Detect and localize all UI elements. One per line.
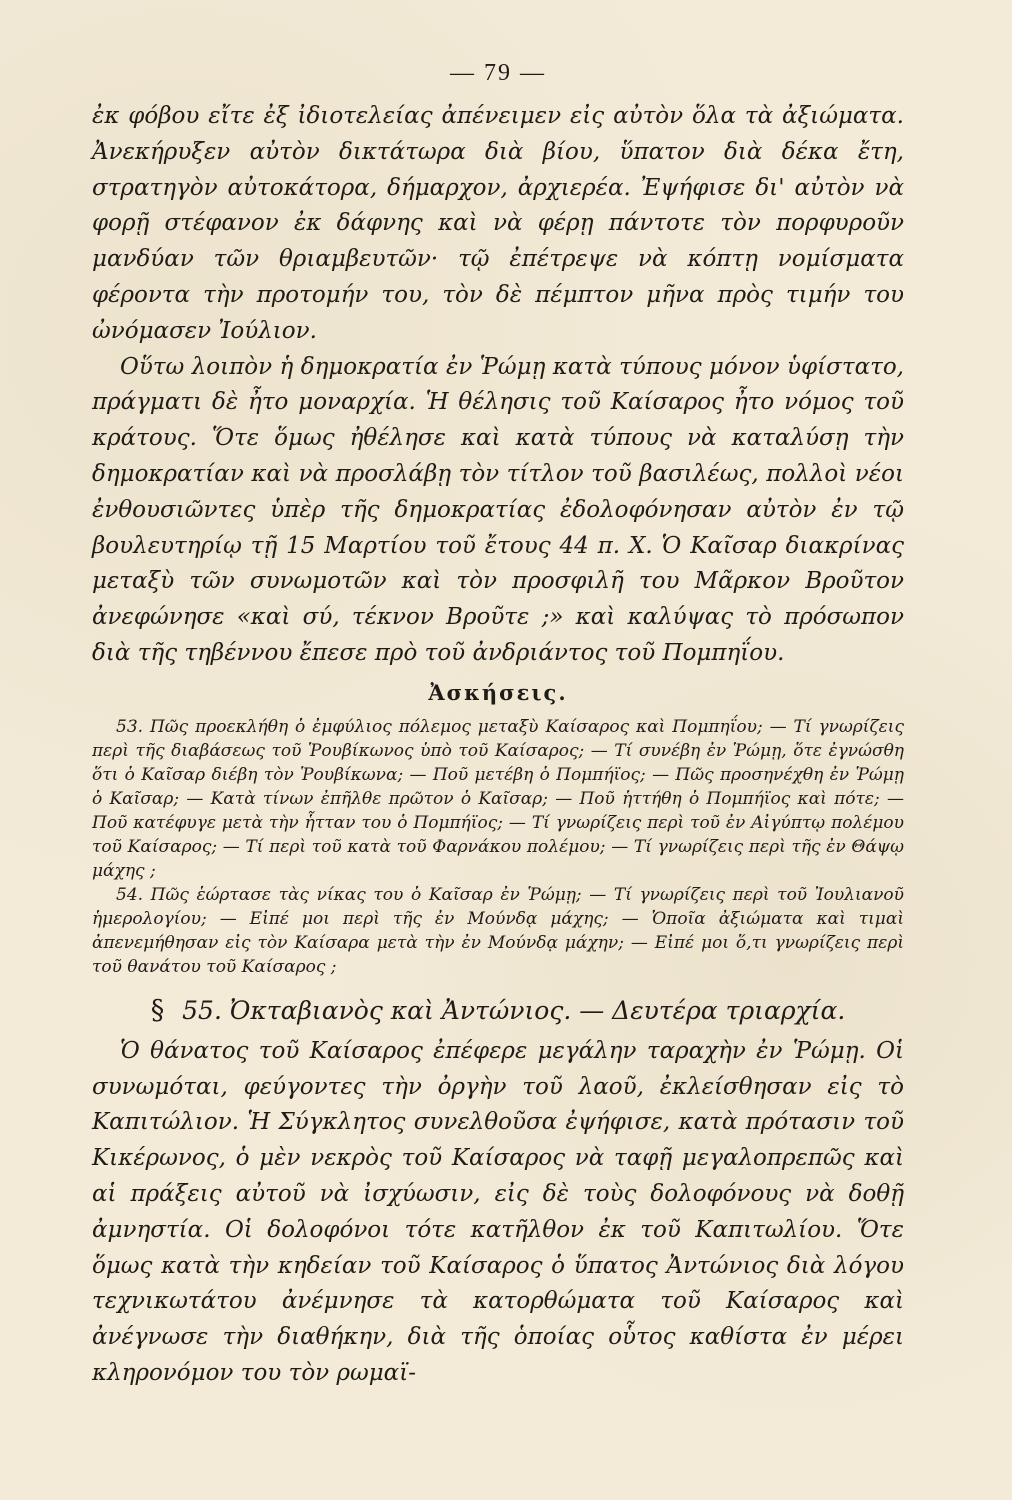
section-mark: § <box>150 994 165 1026</box>
section-title-line <box>92 995 904 1026</box>
page-number: — 79 — <box>450 60 546 86</box>
paragraph-2: Οὕτω λοιπὸν ἡ δημοκρατία ἐν Ῥώμῃ κατὰ τύπους μόνον ὑφίστατο, πράγματι δὲ ἦτο μοναρχία. Ἡ θέλησις τοῦ Καίσαρος ἦτο νόμος τοῦ κράτους. Ὅτε ὅμως ἠθέλησε καὶ κατὰ τύπους νὰ καταλύσῃ τὴν δημοκρατίαν καὶ νὰ προσλάβῃ τὸν τίτλον τοῦ βασιλέως, πολλοὶ νέοι ἐνθουσιῶντες ὑπὲρ τῆς δημοκρατίας ἐδολοφόνησαν αὐτὸν ἐν τῷ βουλευτηρίῳ τῇ 15 Μαρτίου τοῦ ἔτους 44 π. Χ. Ὁ Καῖσαρ διακρίνας μεταξὺ τῶν συνωμοτῶν καὶ τὸν προσφιλῆ του Μᾶρκον Βροῦτον ἀνεφώνησε «καὶ σύ, τέκνον Βροῦτε ;» καὶ καλύψας τὸ πρόσωπον διὰ τῆς τηβέννου ἔπεσε πρὸ τοῦ ἀνδριάντος τοῦ Πομπηΐου. <box>92 353 904 666</box>
section-title: 55. Ὀκταβιανὸς καὶ Ἀντώνιος. — Δευτέρα τριαρχία. <box>182 995 846 1025</box>
exercise-53: 53. Πῶς προεκλήθη ὁ ἐμφύλιος πόλεμος μεταξὺ Καίσαρος καὶ Πομπηΐου; — Τί γνωρίζεις περὶ τῆς διαβάσεως τοῦ Ῥουβίκωνος ὑπὸ τοῦ Καίσαρος; — Τί συνέβη ἐν Ῥώμῃ, ὅτε ἐγνώσθη ὅτι ὁ Καῖσαρ διέβη τὸν Ῥουβίκωνα; — Ποῦ μετέβη ὁ Πομπήϊος; — Πῶς προσηνέχθη ἐν Ῥώμῃ ὁ Καῖσαρ; — Κατὰ τίνων ἐπῆλθε πρῶτον ὁ Καῖσαρ; — Ποῦ ἡττήθη ὁ Πομπήϊος καὶ πότε; — Ποῦ κατέφυγε μετὰ τὴν ἧτταν του ὁ Πομπήϊος; — Τί γνωρίζεις περὶ τοῦ ἐν Αἰγύπτῳ πολέμου τοῦ Καίσαρος; — Τί περὶ τοῦ κατὰ τοῦ Φαρνάκου πολέμου; — Τί γνωρίζεις περὶ τῆς ἐν Θάψῳ μάχης ; <box>92 716 904 881</box>
top-text-block <box>92 99 904 672</box>
paragraph-3: Ὁ θάνατος τοῦ Καίσαρος ἐπέφερε μεγάλην ταραχὴν ἐν Ῥώμῃ. Οἱ συνωμόται, φεύγοντες τὴν ὀργὴν τοῦ λαοῦ, ἐκλείσθησαν εἰς τὸ Καπιτώλιον. Ἡ Σύγκλητος συνελθοῦσα ἐψήφισε, κατὰ πρότασιν τοῦ Κικέρωνος, ὁ μὲν νεκρὸς τοῦ Καίσαρος νὰ ταφῇ μεγαλοπρεπῶς καὶ αἱ πράξεις αὐτοῦ νὰ ἰσχύωσιν, εἰς δὲ τοὺς δολοφόνους νὰ δοθῇ ἀμνηστία. Οἱ δολοφόνοι τότε κατῆλθον ἐκ τοῦ Καπιτωλίου. Ὅτε ὅμως κατὰ τὴν κηδείαν τοῦ Καίσαρος ὁ ὕπατος Ἀντώνιος διὰ λόγου τεχνικωτάτου ἀνέμνησε τὰ κατορθώματα τοῦ Καίσαρος καὶ ἀνέγνωσε τὴν διαθήκην, διὰ τῆς ὁποίας οὗτος καθίστα ἐν μέρει κληρονόμον του τὸν ρωμαϊ- <box>92 1037 904 1386</box>
exercise-54: 54. Πῶς ἑώρτασε τὰς νίκας του ὁ Καῖσαρ ἐν Ῥώμῃ; — Τί γνωρίζεις περὶ τοῦ Ἰουλιανοῦ ἡμερολογίου; — Εἰπέ μοι περὶ τῆς ἐν Μούνδᾳ μάχης; — Ὁποῖα ἀξιώματα καὶ τιμαὶ ἀπενεμήθησαν εἰς τὸν Καίσαρα μετὰ τὴν ἐν Μούνδᾳ μάχην; — Εἰπέ μοι ὅ,τι γνωρίζεις περὶ τοῦ θανάτου τοῦ Καίσαρος ; <box>92 884 904 977</box>
bottom-text-block <box>92 1034 904 1392</box>
paragraph-1: ἐκ φόβου εἴτε ἐξ ἰδιοτελείας ἀπένειμεν εἰς αὐτὸν ὅλα τὰ ἀξιώματα. Ἀνεκήρυξεν αὐτὸν δικτάτωρα διὰ βίου, ὕπατον διὰ δέκα ἔτη, στρατηγὸν αὐτοκάτορα, δήμαρχον, ἀρχιερέα. Ἐψήφισε δι' αὐτὸν νὰ φορῇ στέφανον ἐκ δάφνης καὶ νὰ φέρῃ πάντοτε τὸν πορφυροῦν μανδύαν τῶν θριαμβευτῶν· τῷ ἐπέτρεψε νὰ κόπτῃ νομίσματα φέροντα τὴν προτομήν του, τὸν δὲ πέμπτον μῆνα πρὸς τιμήν του ὠνόμασεν Ἰούλιον. <box>92 103 904 344</box>
exercises-heading: Ἀσκήσεις. <box>428 679 568 705</box>
exercises-block <box>92 715 904 979</box>
